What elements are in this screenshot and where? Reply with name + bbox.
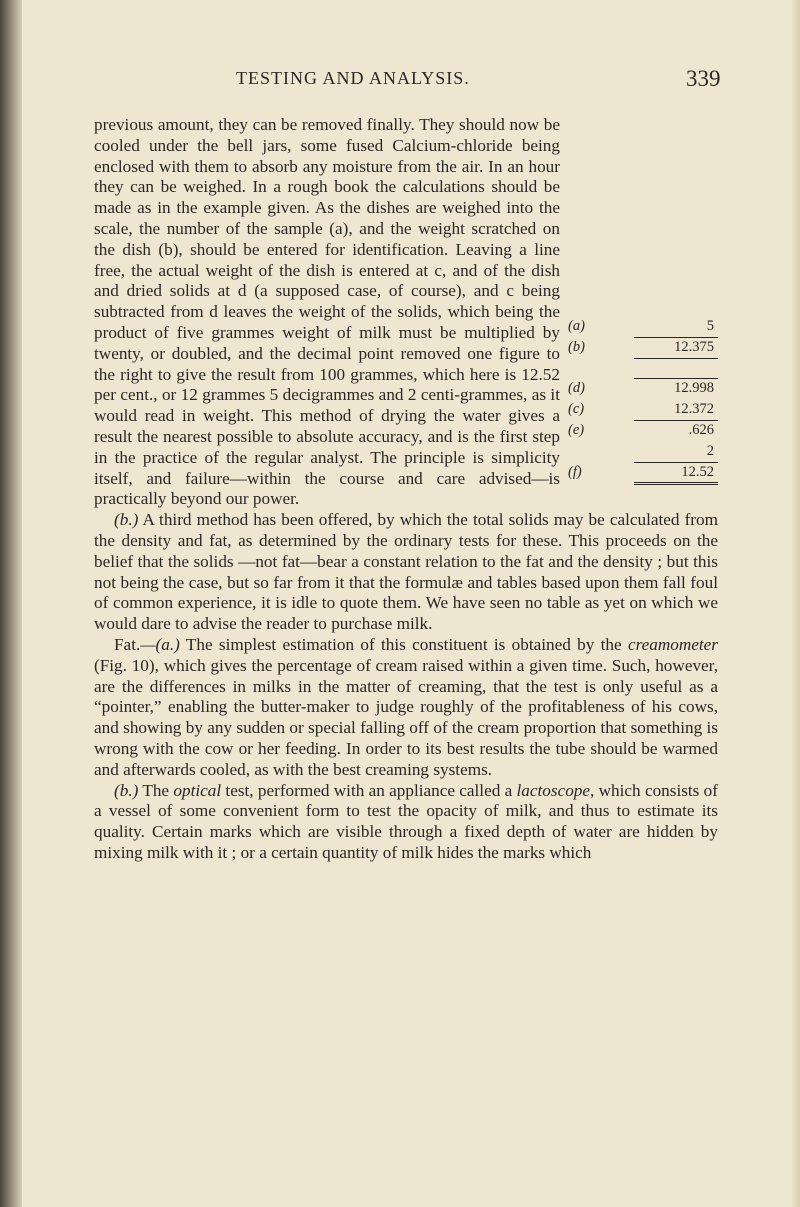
page-body — [94, 115, 718, 864]
term-lactoscope: lactoscope — [516, 780, 591, 800]
calc-row-e — [568, 420, 718, 441]
calc-value: 12.375 — [634, 337, 718, 359]
running-head: TESTING AND ANALYSIS. — [236, 68, 470, 88]
calculation-example — [568, 316, 718, 482]
calc-row-c — [568, 399, 718, 420]
calc-row-a — [568, 316, 718, 337]
calc-label: (d) — [568, 380, 585, 397]
calc-result: 12.52 — [634, 462, 718, 486]
calc-row-blank — [568, 358, 718, 379]
paragraph-label: (b.) — [114, 780, 139, 800]
calc-value: 5 — [634, 316, 718, 338]
page-edge — [792, 0, 800, 1207]
section-heading-fat: Fat. — [114, 634, 141, 654]
calc-value: .626 — [688, 421, 714, 438]
calc-value: 12.372 — [634, 399, 718, 421]
calc-label: (e) — [568, 421, 585, 438]
calc-label: (b) — [568, 338, 585, 355]
calc-row-b — [568, 337, 718, 358]
calc-multiplier: 2 — [634, 441, 718, 463]
term-optical: optical — [173, 780, 222, 800]
page-number: 339 — [686, 66, 721, 91]
calc-value: 12.998 — [674, 380, 714, 397]
book-binding-shadow — [0, 0, 22, 1207]
calc-label: (f) — [568, 463, 582, 480]
calc-label: (a) — [568, 318, 585, 334]
calc-row-d — [568, 378, 718, 399]
calc-row-f — [568, 462, 718, 483]
term-creamometer: creamometer — [627, 634, 718, 654]
paragraph-third-method: (b.) A third method has been offered, by which the total solids may be calculated from the density and fat, as determined by the ordinary tests for these. This proceeds on the belief that the solids —not fat—bear a constant relation to the fat and the density ; but this not being the case, but so far from it that the formulæ and tables based upon them fall foul of common experience, it is idle to quote them. We have seen no table as yet on which we would dare to advise the reader to purchase milk. — [94, 510, 718, 634]
calc-label: (c) — [568, 401, 585, 418]
paragraph-total-solids: previous amount, they can be removed finally. They should now be cooled under the bell jars, some fused Calcium-chloride being enclosed with them to absorb any moisture from the air. In an hour they can be weighed. In a rough book the calculations should be made as in the example given. As the dishes are weighed into the scale, the number of the sample (a), and the weight scratched on the dish (b), should be entered for identification. Leaving a line free, the actual weight of the dish is entered at c, and of the dish and dried solids at d (a supposed case, of course), and c being subtracted from d leaves the weight of the solids, which being the product of five grammes weight of milk must be multiplied by twenty, or doubled, and the decimal point removed one figure to the right to give the result from 100 grammes, which here is 12.52 per cent., or 12 grammes 5 decigrammes and 2 centi-grammes, as it would read in weight. This method of drying the water gives a result the nearest possible to absolute accuracy, and is the first step in the practice of the regular analyst. The principle is simplicity itself, and failure—within the course and care advised—is practically beyond our power. — [94, 115, 560, 509]
calc-row-multiplier — [568, 441, 718, 462]
paragraph-optical-test: (b.) The optical test, performed with an appliance called a lactoscope, which consists of a vessel of some convenient form to test the opacity of milk, and thus to estimate its quality. Certain marks which are visible through a fixed depth of water are hidden by mixing milk with it ; or a certain quantity of milk hides the marks which — [94, 780, 718, 862]
page-header — [0, 66, 800, 96]
paragraph-fat-creamometer: Fat.—(a.) The simplest estimation of this constituent is obtained by the creamometer (Fig. 10), which gives the percentage of cream raised within a given time. Such, however, are the differences in milks in the matter of creaming, that the test is only useful as a “pointer,” enabling the butter-maker to judge roughly of the profitableness of his cows, and showing by any sudden or special falling off of the cream proportion that something is wrong with the cow or her feeding. In order to its best results the tube should be warmed and afterwards cooled, as with the best creaming systems. — [94, 634, 718, 779]
paragraph-label: —(a.) — [140, 634, 180, 654]
paragraph-label: (b.) — [114, 510, 139, 530]
calc-blank-line — [634, 358, 718, 380]
